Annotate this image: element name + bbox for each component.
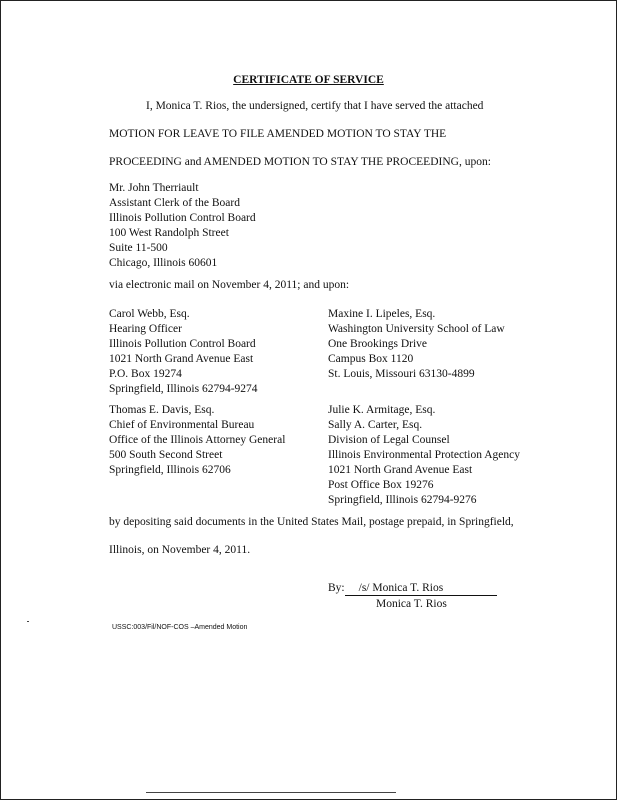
- address-line: Chicago, Illinois 60601: [109, 257, 218, 269]
- recipient-julie-armitage-sally-carter: [328, 403, 520, 508]
- footer-document-code: USSC:003/Fil/NOF-COS –Amended Motion: [112, 624, 248, 631]
- bottom-rule: [146, 792, 396, 793]
- address-line: Carol Webb, Esq.: [109, 308, 190, 320]
- address-line: Campus Box 1120: [328, 353, 414, 365]
- via-email-text: via electronic mail on November 4, 2011; and upon:: [109, 279, 350, 291]
- motion-title-line-1: MOTION FOR LEAVE TO FILE AMENDED MOTION TO STAY THE: [109, 128, 447, 140]
- signature-printed-name: Monica T. Rios: [376, 598, 447, 610]
- address-line: Chief of Environmental Bureau: [109, 419, 255, 431]
- address-line: Division of Legal Counsel: [328, 434, 450, 446]
- motion-title-line-2: PROCEEDING and AMENDED MOTION TO STAY THE PROCEEDING, upon:: [109, 156, 491, 168]
- address-line: Washington University School of Law: [328, 323, 505, 335]
- recipient-maxine-lipeles: [328, 307, 505, 382]
- address-line: Springfield, Illinois 62706: [109, 464, 231, 476]
- margin-mark: [27, 621, 29, 622]
- intro-text: I, Monica T. Rios, the undersigned, certify that I have served the attached: [146, 100, 484, 112]
- address-line: 1021 North Grand Avenue East: [328, 464, 473, 476]
- address-line: Suite 11-500: [109, 242, 168, 254]
- address-line: Julie K. Armitage, Esq.: [328, 404, 436, 416]
- address-line: 500 South Second Street: [109, 449, 223, 461]
- address-line: 1021 North Grand Avenue East: [109, 353, 254, 365]
- document-title: CERTIFICATE OF SERVICE: [233, 74, 384, 86]
- recipient-thomas-davis: [109, 403, 285, 478]
- mail-statement-line-2: Illinois, on November 4, 2011.: [109, 544, 251, 556]
- address-line: Thomas E. Davis, Esq.: [109, 404, 215, 416]
- address-line: Illinois Pollution Control Board: [109, 338, 256, 350]
- address-line: Mr. John Therriault: [109, 182, 199, 194]
- mail-statement-line-1: by depositing said documents in the United States Mail, postage prepaid, in Springfield,: [109, 516, 514, 528]
- address-line: P.O. Box 19274: [109, 368, 182, 380]
- address-line: Assistant Clerk of the Board: [109, 197, 240, 209]
- recipient-carol-webb: [109, 307, 258, 397]
- address-line: 100 West Randolph Street: [109, 227, 229, 239]
- address-line: Springfield, Illinois 62794-9274: [109, 383, 258, 395]
- address-line: Hearing Officer: [109, 323, 182, 335]
- signature-block: [328, 581, 497, 596]
- address-line: St. Louis, Missouri 63130-4899: [328, 368, 475, 380]
- address-line: Illinois Pollution Control Board: [109, 212, 256, 224]
- address-line: Sally A. Carter, Esq.: [328, 419, 423, 431]
- address-line: Office of the Illinois Attorney General: [109, 434, 286, 446]
- address-line: One Brookings Drive: [328, 338, 428, 350]
- address-line: Illinois Environmental Protection Agency: [328, 449, 520, 461]
- signature-value: /s/ Monica T. Rios: [358, 582, 444, 594]
- address-line: Springfield, Illinois 62794-9276: [328, 494, 477, 506]
- address-line: Maxine I. Lipeles, Esq.: [328, 308, 436, 320]
- signature-line: [345, 582, 497, 596]
- address-line: Post Office Box 19276: [328, 479, 434, 491]
- primary-recipient-address: [109, 181, 256, 271]
- signature-by-label: By:: [328, 582, 345, 594]
